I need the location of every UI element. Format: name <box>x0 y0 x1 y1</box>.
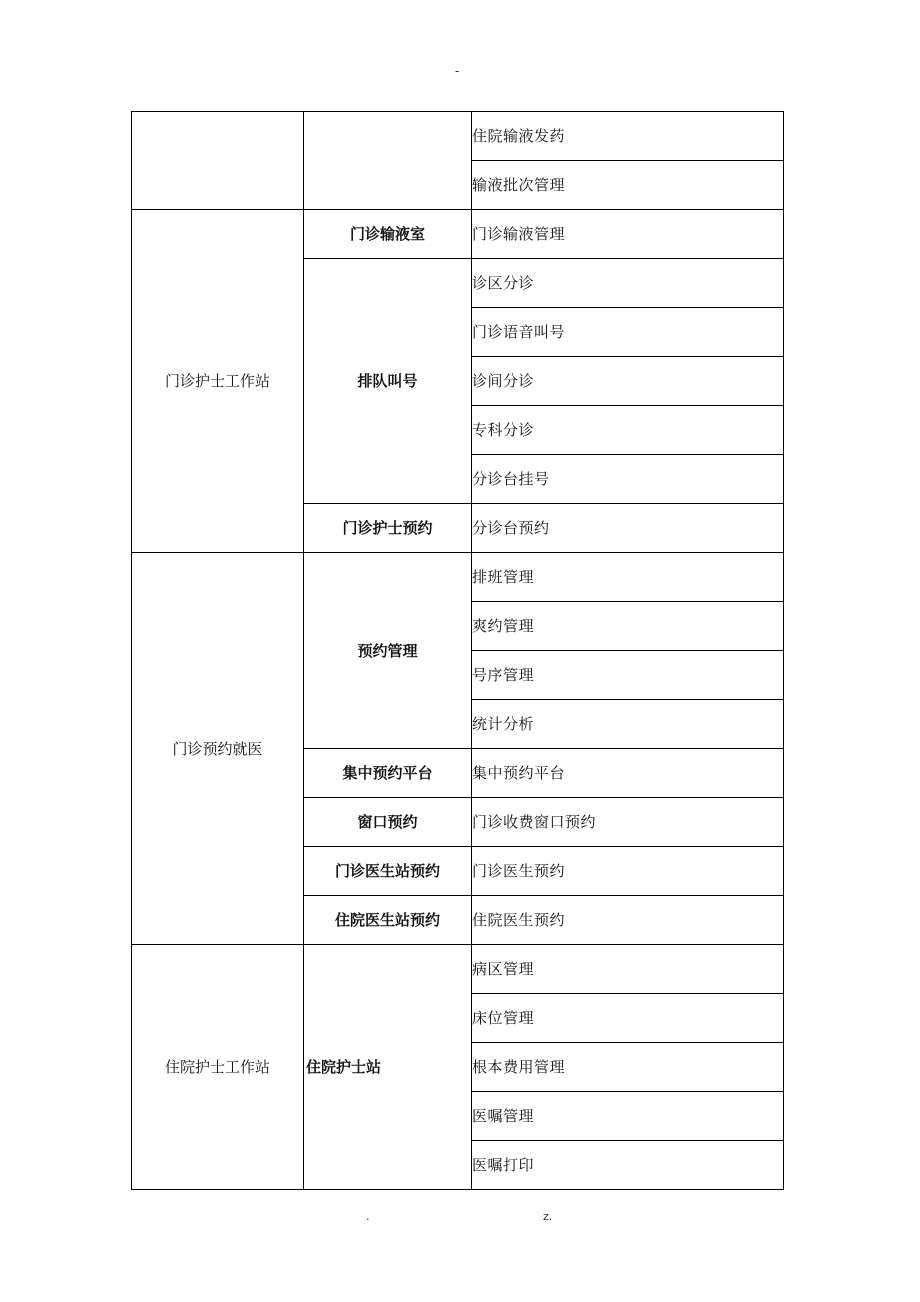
category-outpatient-booking: 门诊预约就医 <box>132 553 304 945</box>
subcategory-ward-doctor-booking: 住院医生站预约 <box>304 896 472 945</box>
function-item: 门诊医生预约 <box>472 847 784 896</box>
function-item: 号序管理 <box>472 651 784 700</box>
function-item: 医嘱打印 <box>472 1141 784 1190</box>
function-item: 诊区分诊 <box>472 259 784 308</box>
function-item: 集中预约平台 <box>472 749 784 798</box>
subcategory-window-booking: 窗口预约 <box>304 798 472 847</box>
function-item: 统计分析 <box>472 700 784 749</box>
table-row <box>132 553 784 602</box>
category-outpatient-nurse-station: 门诊护士工作站 <box>132 210 304 553</box>
function-item: 专科分诊 <box>472 406 784 455</box>
function-item: 分诊台挂号 <box>472 455 784 504</box>
module-table <box>131 111 784 1190</box>
function-item: 分诊台预约 <box>472 504 784 553</box>
function-item: 排班管理 <box>472 553 784 602</box>
table-row <box>132 210 784 259</box>
function-item: 医嘱管理 <box>472 1092 784 1141</box>
page-footer-right-mark: z. <box>543 1210 553 1223</box>
function-item: 门诊语音叫号 <box>472 308 784 357</box>
function-item: 住院输液发药 <box>472 112 784 161</box>
table-row <box>132 112 784 161</box>
function-item: 诊间分诊 <box>472 357 784 406</box>
subcategory-booking-management: 预约管理 <box>304 553 472 749</box>
category-cell-empty <box>132 112 304 210</box>
table-row <box>132 945 784 994</box>
subcategory-nurse-booking: 门诊护士预约 <box>304 504 472 553</box>
function-item: 门诊输液管理 <box>472 210 784 259</box>
function-item: 床位管理 <box>472 994 784 1043</box>
function-item: 输液批次管理 <box>472 161 784 210</box>
function-item: 住院医生预约 <box>472 896 784 945</box>
subcategory-cell-empty <box>304 112 472 210</box>
function-item: 门诊收费窗口预约 <box>472 798 784 847</box>
subcategory-central-platform: 集中预约平台 <box>304 749 472 798</box>
page-footer-left-mark: . <box>366 1210 370 1223</box>
function-item: 病区管理 <box>472 945 784 994</box>
page-header-mark: - <box>455 64 460 78</box>
subcategory-clinic-doctor-booking: 门诊医生站预约 <box>304 847 472 896</box>
category-inpatient-nurse-station: 住院护士工作站 <box>132 945 304 1190</box>
function-item: 爽约管理 <box>472 602 784 651</box>
subcategory-inpatient-nurse-station: 住院护士站 <box>304 945 472 1190</box>
subcategory-infusion-room: 门诊输液室 <box>304 210 472 259</box>
subcategory-queue-call: 排队叫号 <box>304 259 472 504</box>
function-item: 根本费用管理 <box>472 1043 784 1092</box>
